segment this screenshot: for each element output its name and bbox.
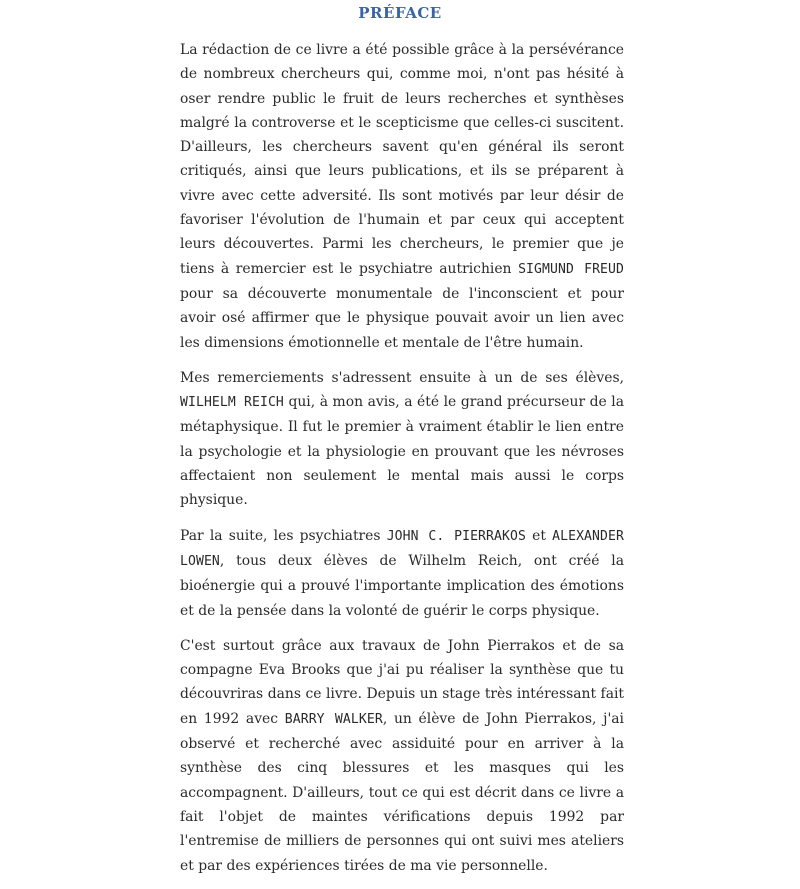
paragraph-text: La rédaction de ce livre a été possible grâce à la persévérance de nombreux chercheurs qui, comme moi, n'ont pas hésité à oser rendre public le fruit de leurs recherches et synthèses malgré la controverse et le scepticisme que celles-ci suscitent. D'ailleurs, les chercheurs savent qu'en général ils seront critiqués, ainsi que leurs publications, et ils se préparent à vivre avec cette adversité. Ils sont motivés par leur désir de favoriser l'évolution de l'humain et par ceux qui acceptent leurs découvertes. Parmi les chercheurs, le premier que je tiens à remercier est le psychiatre autrichien <box>180 42 624 277</box>
paragraph <box>180 38 624 355</box>
person-name: SIGMUND FREUD <box>518 261 625 277</box>
chapter-title: PRÉFACE <box>358 4 442 22</box>
paragraph-text: qui, à mon avis, a été le grand précurseur de la métaphysique. Il fut le premier à vraiment établir le lien entre la psychologie et la physiologie en prouvant que les névroses affectaient non seulement le mental mais aussi le corps physique. <box>180 394 625 509</box>
person-name: JOHN C. PIERRAKOS <box>386 528 526 544</box>
paragraph-text: pour sa découverte monumentale de l'inconscient et pour avoir osé affirmer que le physique pouvait avoir un lien avec les dimensions émotionnelle et mentale de l'être humain. <box>180 285 624 351</box>
person-name: WILHELM REICH <box>180 395 284 411</box>
preface-body <box>180 38 624 889</box>
paragraph-text: , tous deux élèves de Wilhelm Reich, ont créé la bioénergie qui a prouvé l'importante implication des émotions et de la pensée dans la volonté de guérir le corps physique. <box>180 552 624 619</box>
paragraph-text: et <box>525 527 553 544</box>
paragraph-text: , un élève de John Pierrakos, j'ai observé et recherché avec assiduité pour en arriver à la synthèse des cinq blessures et les masques qui les accompagnent. D'ailleurs, tout ce qui est décrit dans ce livre a fait l'objet de maintes vérifications depuis 1992 par l'entremise de milliers de personnes qui ont suivi mes ateliers et par des expériences tirées de ma vie personnelle. <box>180 710 624 874</box>
paragraph-text: Par la suite, les psychiatres <box>180 527 387 544</box>
paragraph <box>180 524 624 623</box>
person-name: ALEXANDER LOWEN <box>180 528 624 569</box>
paragraph-text: C'est surtout grâce aux travaux de John Pierrakos et de sa compagne Eva Brooks que j'ai pu réaliser la synthèse que tu découvriras dans ce livre. Depuis un stage très intéressant fait en 1992 avec <box>180 637 624 727</box>
person-name: BARRY WALKER <box>284 711 383 727</box>
paragraph-text: Mes remerciements s'adressent ensuite à un de ses élèves, <box>180 369 624 386</box>
paragraph <box>180 634 624 878</box>
paragraph <box>180 366 624 513</box>
